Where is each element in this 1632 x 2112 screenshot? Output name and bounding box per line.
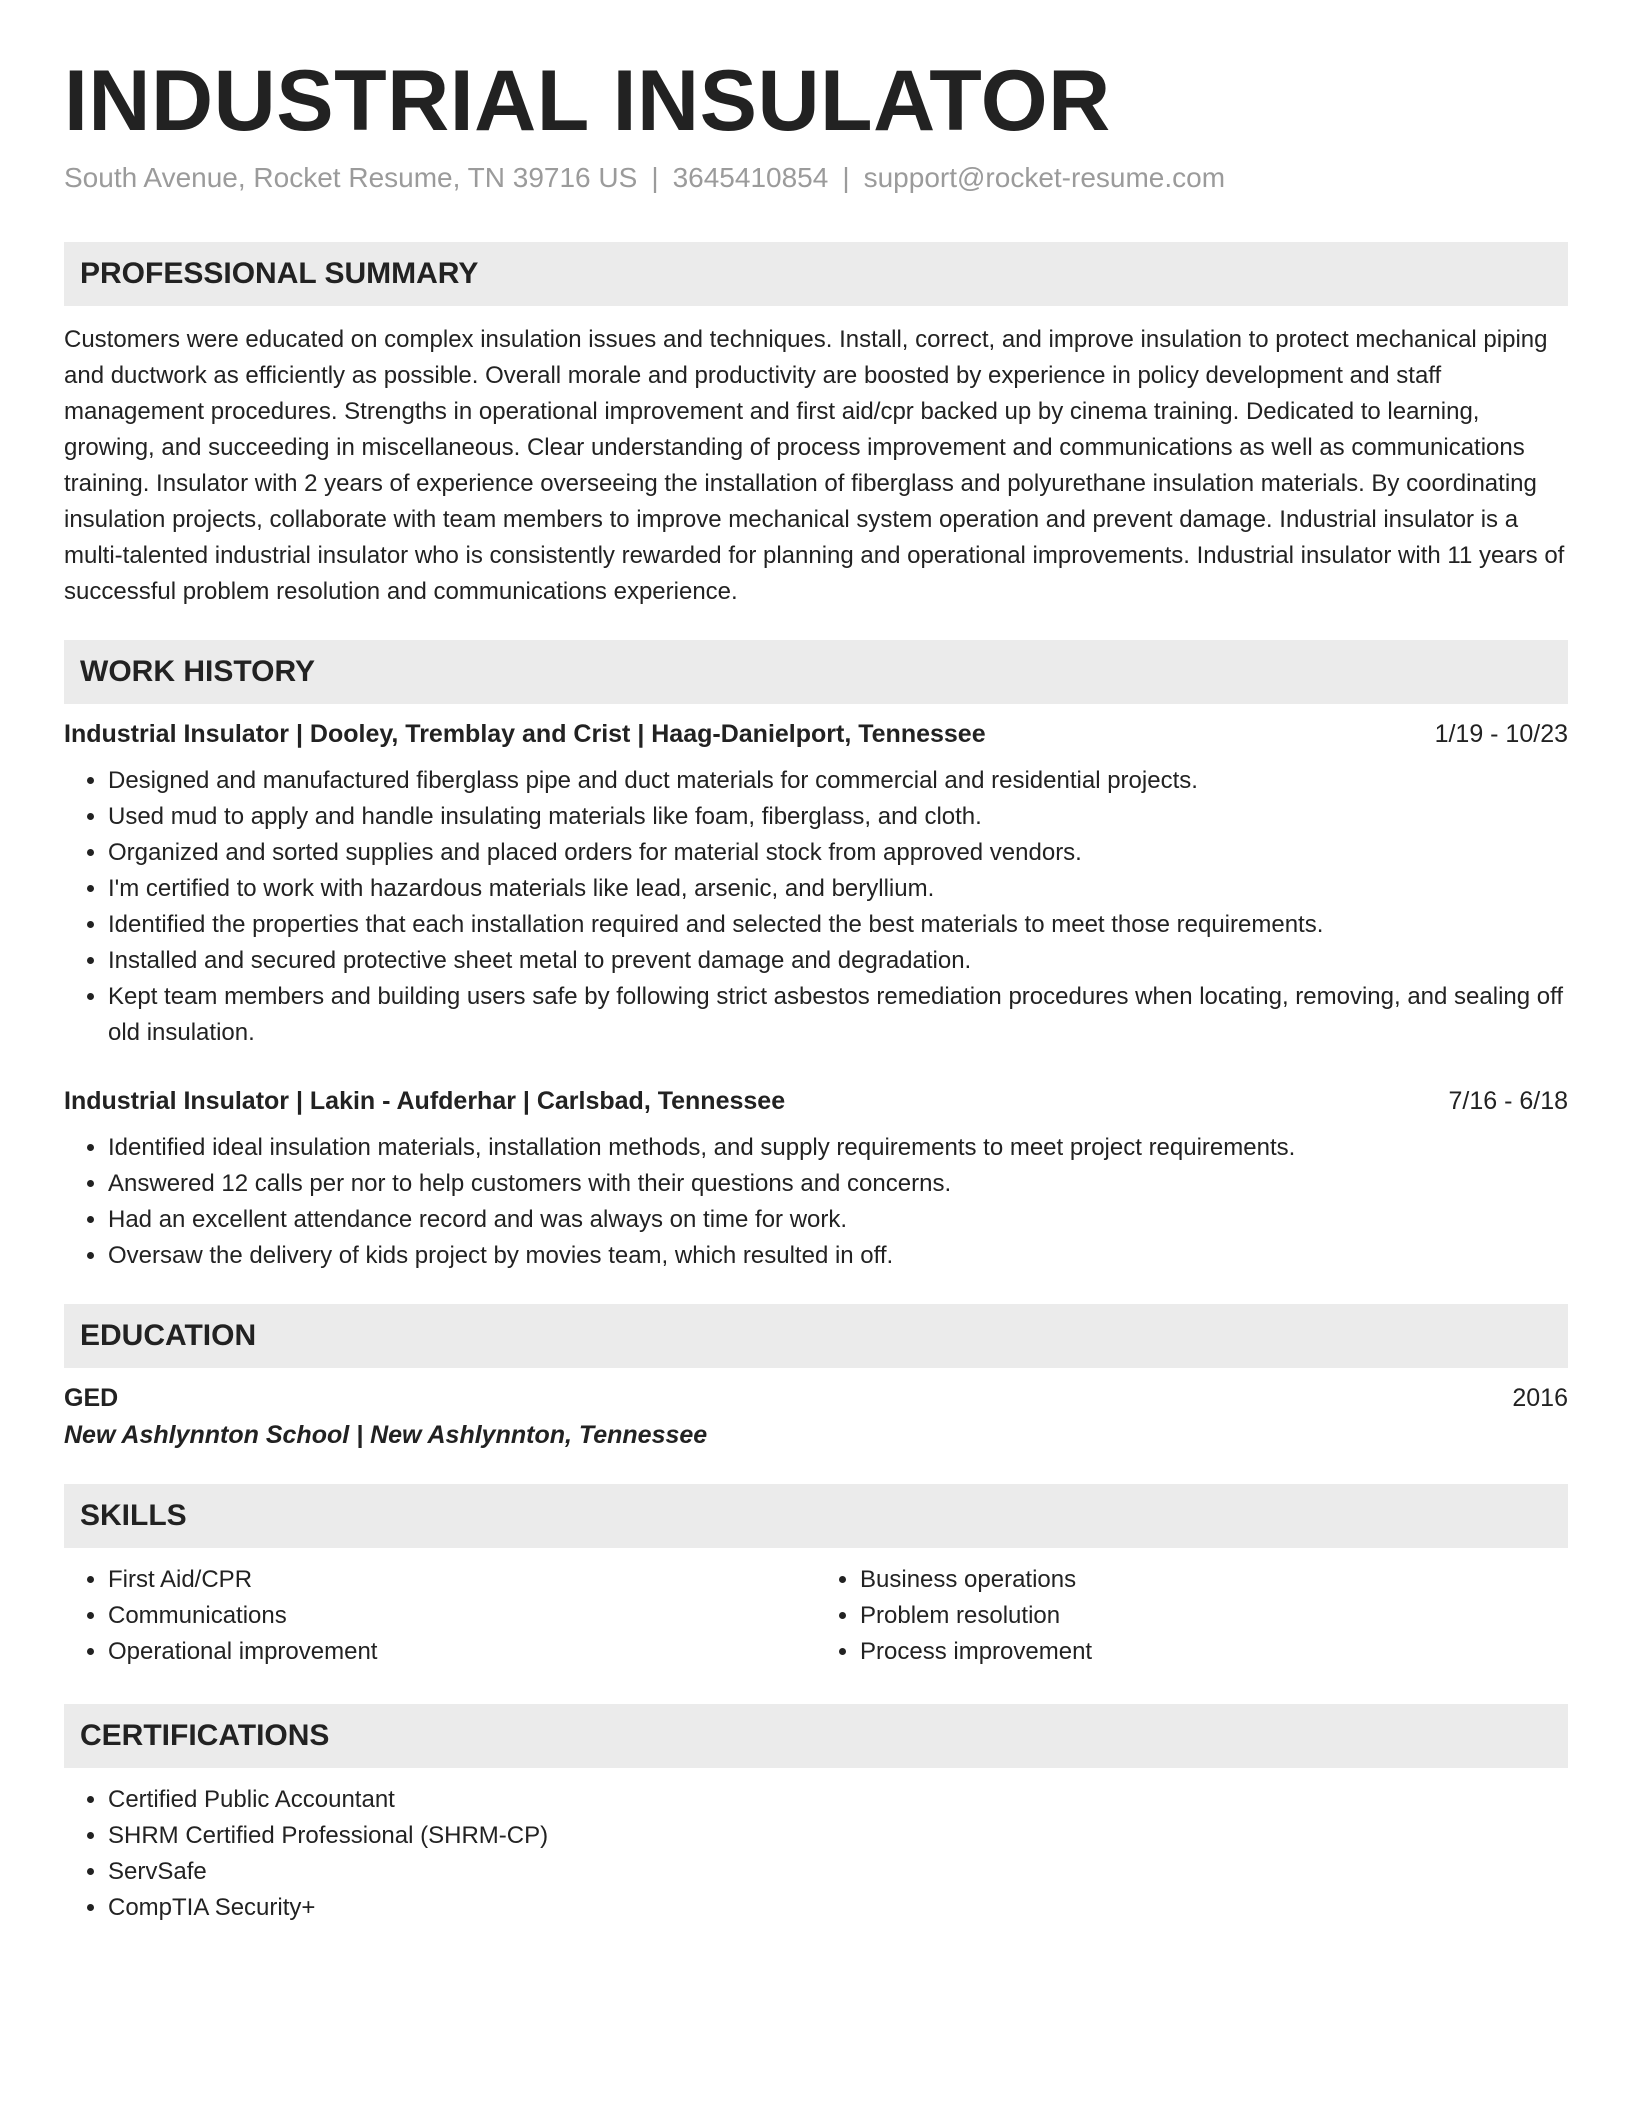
job-title: Industrial Insulator | Dooley, Tremblay and Crist | Haag-Danielport, Tennessee (64, 720, 986, 749)
skill-item: • First Aid/CPR (108, 1562, 816, 1598)
job-bullet: • Designed and manufactured fiberglass pipe and duct materials for commercial and residential projects. (108, 763, 1568, 799)
skills-grid (64, 1562, 1568, 1670)
education-section (64, 1304, 1568, 1450)
job-bullet: • I'm certified to work with hazardous materials like lead, arsenic, and beryllium. (108, 871, 1568, 907)
job-bullet: • Identified ideal insulation materials, installation methods, and supply requirements to meet project requirements. (108, 1130, 1568, 1166)
job-header (64, 720, 1568, 749)
education-header (64, 1384, 1568, 1413)
degree: GED (64, 1384, 119, 1413)
job-bullet: • Kept team members and building users safe by following strict asbestos remediation procedures when locating, removing, and sealing off old insulation. (108, 979, 1568, 1051)
job-bullets (64, 763, 1568, 1051)
skills-heading: SKILLS (64, 1484, 1568, 1548)
skill-item: • Business operations (860, 1562, 1568, 1598)
graduation-year: 2016 (1512, 1384, 1568, 1413)
certification-item: • SHRM Certified Professional (SHRM-CP) (108, 1818, 1568, 1854)
certifications-heading: CERTIFICATIONS (64, 1704, 1568, 1768)
summary-section (64, 242, 1568, 610)
skill-item: • Communications (108, 1598, 816, 1634)
certifications-section (64, 1704, 1568, 1926)
job-dates: 7/16 - 6/18 (1448, 1087, 1568, 1116)
skill-item: • Process improvement (860, 1634, 1568, 1670)
skills-list-right (816, 1562, 1568, 1670)
candidate-name: INDUSTRIAL INSULATOR (64, 53, 1111, 149)
job-title: Industrial Insulator | Lakin - Aufderhar | Carlsbad, Tennessee (64, 1087, 786, 1116)
summary-heading: PROFESSIONAL SUMMARY (64, 242, 1568, 306)
skill-item: • Operational improvement (108, 1634, 816, 1670)
job-entry (64, 1087, 1568, 1274)
contact-separator: | (842, 162, 850, 194)
job-bullet: • Identified the properties that each installation required and selected the best materials to meet those requirements. (108, 907, 1568, 943)
job-header (64, 1087, 1568, 1116)
contact-line (64, 162, 1568, 194)
job-bullets (64, 1130, 1568, 1274)
job-bullet: • Installed and secured protective sheet metal to prevent damage and degradation. (108, 943, 1568, 979)
certification-item: • ServSafe (108, 1854, 1568, 1890)
job-bullet: • Used mud to apply and handle insulating materials like foam, fiberglass, and cloth. (108, 799, 1568, 835)
job-dates: 1/19 - 10/23 (1434, 720, 1568, 749)
certification-item: • Certified Public Accountant (108, 1782, 1568, 1818)
certifications-list (64, 1782, 1568, 1926)
job-bullet: • Had an excellent attendance record and was always on time for work. (108, 1202, 1568, 1238)
skills-list-left (64, 1562, 816, 1670)
contact-address: South Avenue, Rocket Resume, TN 39716 US (64, 162, 638, 194)
skill-item: • Problem resolution (860, 1598, 1568, 1634)
contact-email[interactable]: support@rocket-resume.com (863, 162, 1226, 194)
job-entry (64, 720, 1568, 1051)
education-heading: EDUCATION (64, 1304, 1568, 1368)
contact-phone: 3645410854 (672, 162, 829, 194)
work-history-section (64, 640, 1568, 1274)
job-bullet: • Oversaw the delivery of kids project by movies team, which resulted in off. (108, 1238, 1568, 1274)
work-history-heading: WORK HISTORY (64, 640, 1568, 704)
skills-section (64, 1484, 1568, 1670)
contact-separator: | (651, 162, 659, 194)
school-name: New Ashlynnton School | New Ashlynnton, Tennessee (64, 1421, 708, 1450)
job-bullet: • Answered 12 calls per nor to help customers with their questions and concerns. (108, 1166, 1568, 1202)
job-bullet: • Organized and sorted supplies and placed orders for material stock from approved vendors. (108, 835, 1568, 871)
certification-item: • CompTIA Security+ (108, 1890, 1568, 1926)
summary-text: Customers were educated on complex insulation issues and techniques. Install, correct, and improve insulation to protect mechanical piping and ductwork as efficiently as possible. Overall morale and productivity are boosted by experience in policy development and staff management procedures. Strengths in operational improvement and first aid/cpr backed up by cinema training. Dedicated to learning, growing, and succeeding in miscellaneous. Clear understanding of process improvement and communications as well as communications training. Insulator with 2 years of experience overseeing the installation of fiberglass and polyurethane insulation materials. By coordinating insulation projects, collaborate with team members to improve mechanical system operation and prevent damage. Industrial insulator is a multi-talented industrial insulator who is consistently rewarded for planning and operational improvements. Industrial insulator with 11 years of successful problem resolution and communications experience. (64, 326, 1565, 606)
